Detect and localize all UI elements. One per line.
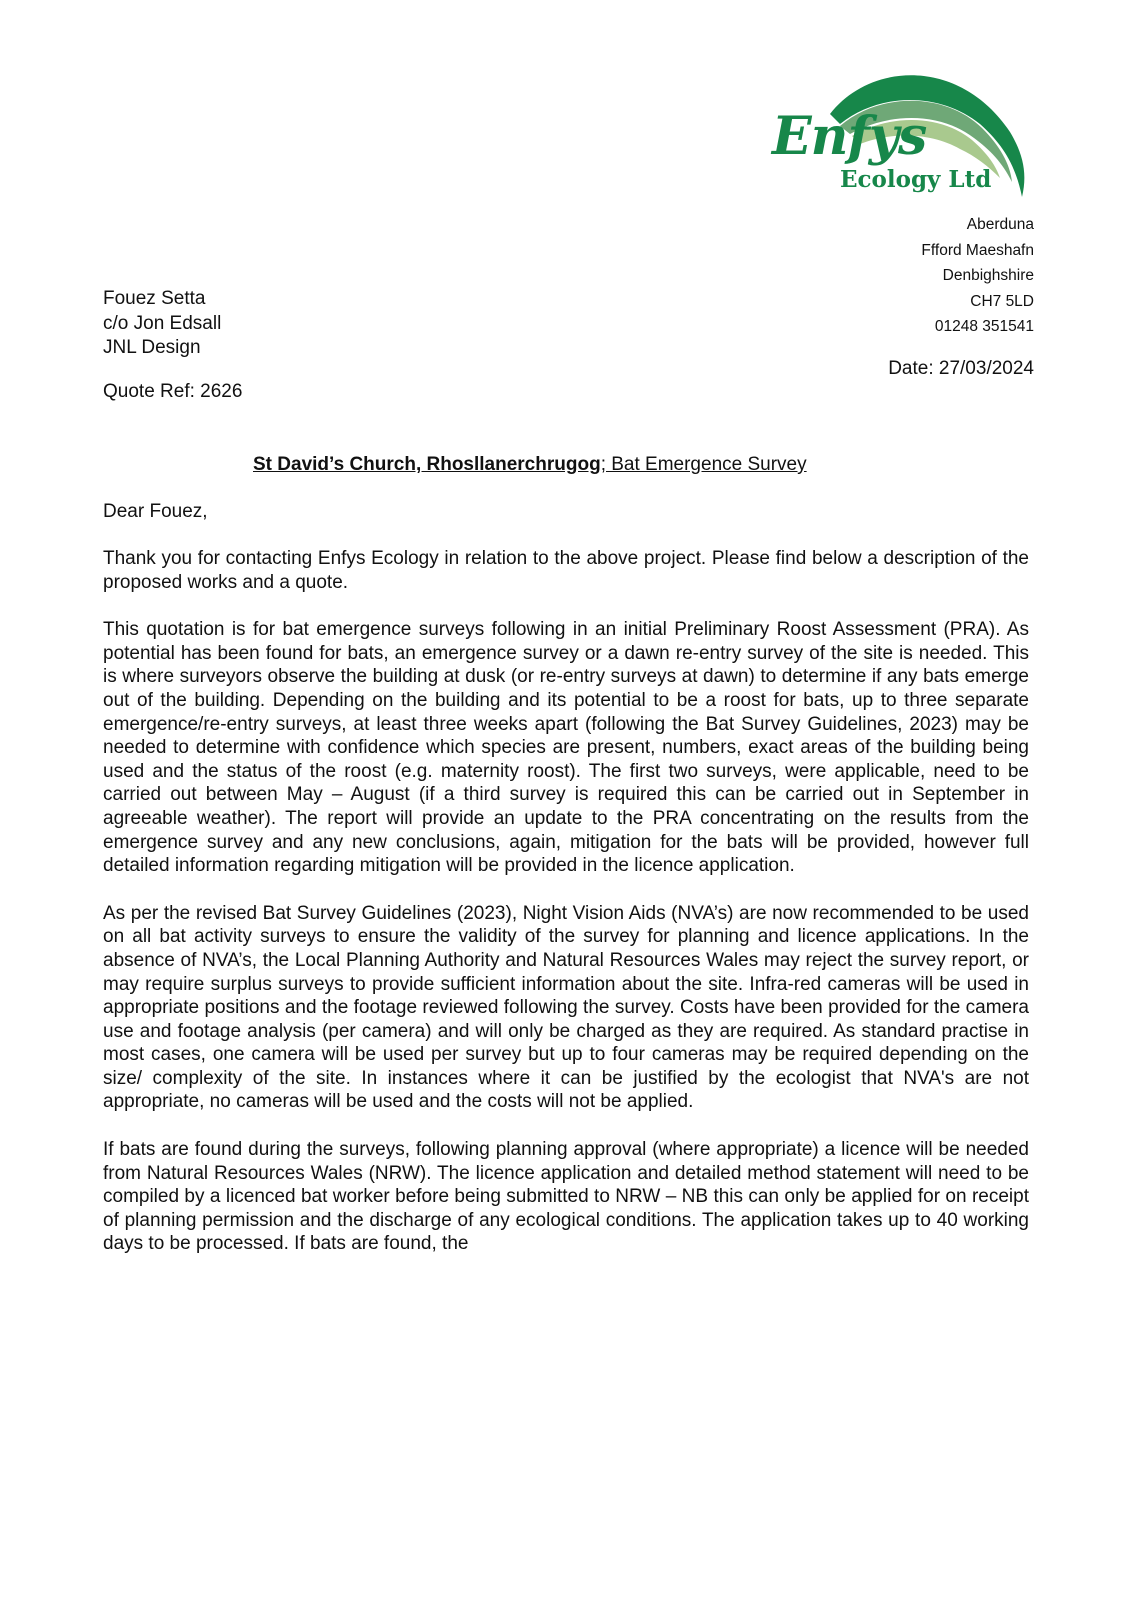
letter-body — [103, 547, 1029, 1280]
salutation: Dear Fouez, — [103, 501, 208, 522]
logo-subtitle: Ecology Ltd — [840, 166, 992, 193]
body-paragraph: As per the revised Bat Survey Guidelines (2023), Night Vision Aids (NVA’s) are now recommended to be used on all bat activity surveys to ensure the validity of the survey for planning and licence applications. In the absence of NVA’s, the Local Planning Authority and Natural Resources Wales may reject the survey report, or may require surplus surveys to provide sufficient information about the site. Infra-red cameras will be used in appropriate positions and the footage reviewed following the survey. Costs have been provided for the camera use and footage analysis (per camera) and will only be charged as they are required. As standard practise in most cases, one camera will be used per survey but up to four cameras may be required depending on the size/ complexity of the site. In instances where it can be justified by the ecologist that NVA's are not appropriate, no cameras will be used and the costs will not be applied. — [103, 902, 1029, 1113]
letter-date: Date: 27/03/2024 — [888, 358, 1034, 379]
logo-wordmark: Enfys — [772, 106, 927, 167]
subject-line — [253, 454, 807, 476]
body-paragraph: This quotation is for bat emergence surveys following in an initial Preliminary Roost Assessment (PRA). As potential has been found for bats, an emergence survey or a dawn re-entry survey of the site is needed. This is where surveyors observe the building at dusk (or re-entry surveys at dawn) to determine if any bats emerge out of the building. Depending on the building and its potential to be a roost for bats, up to three separate emergence/re-entry surveys, at least three weeks apart (following the Bat Survey Guidelines, 2023) may be needed to determine with confidence which species are present, numbers, exact areas of the building being used and the status of the roost (e.g. maternity roost). The first two surveys, were applicable, need to be carried out between May – August (if a third survey is required this can be carried out in September in agreeable weather). The report will provide an update to the PRA concentrating on the results from the emergence survey and any new conclusions, again, mitigation for the bats will be provided, however full detailed information regarding mitigation will be provided in the licence application. — [103, 619, 1029, 877]
body-paragraph: Thank you for contacting Enfys Ecology in relation to the above project. Please find below a description of the proposed works and a quote. — [103, 548, 1029, 593]
address-line: CH7 5LD — [970, 292, 1034, 310]
recipient-name: Fouez Setta — [103, 288, 206, 309]
sender-address — [921, 212, 1034, 340]
recipient-care-of: c/o Jon Edsall — [103, 312, 222, 334]
subject-site: St David’s Church, Rhosllanerchrugog — [253, 454, 601, 475]
address-line: Ffford Maeshafn — [921, 241, 1034, 259]
quote-reference: Quote Ref: 2626 — [103, 381, 243, 402]
body-paragraph: If bats are found during the surveys, following planning approval (where appropriate) a licence will be needed from Natural Resources Wales (NRW). The licence application and detailed method statement will need to be compiled by a licenced bat worker before being submitted to NRW – NB this can only be applied for on receipt of planning permission and the discharge of any ecological conditions. The application takes up to 40 working days to be processed. If bats are found, the — [103, 1139, 1029, 1255]
company-logo — [760, 62, 1040, 212]
recipient-company: JNL Design — [103, 337, 201, 358]
subject-title: ; Bat Emergence Survey — [600, 454, 807, 475]
address-line: Aberduna — [966, 216, 1034, 233]
phone-number: 01248 351541 — [934, 318, 1034, 335]
recipient-block — [103, 287, 221, 361]
address-line: Denbighshire — [942, 267, 1034, 284]
